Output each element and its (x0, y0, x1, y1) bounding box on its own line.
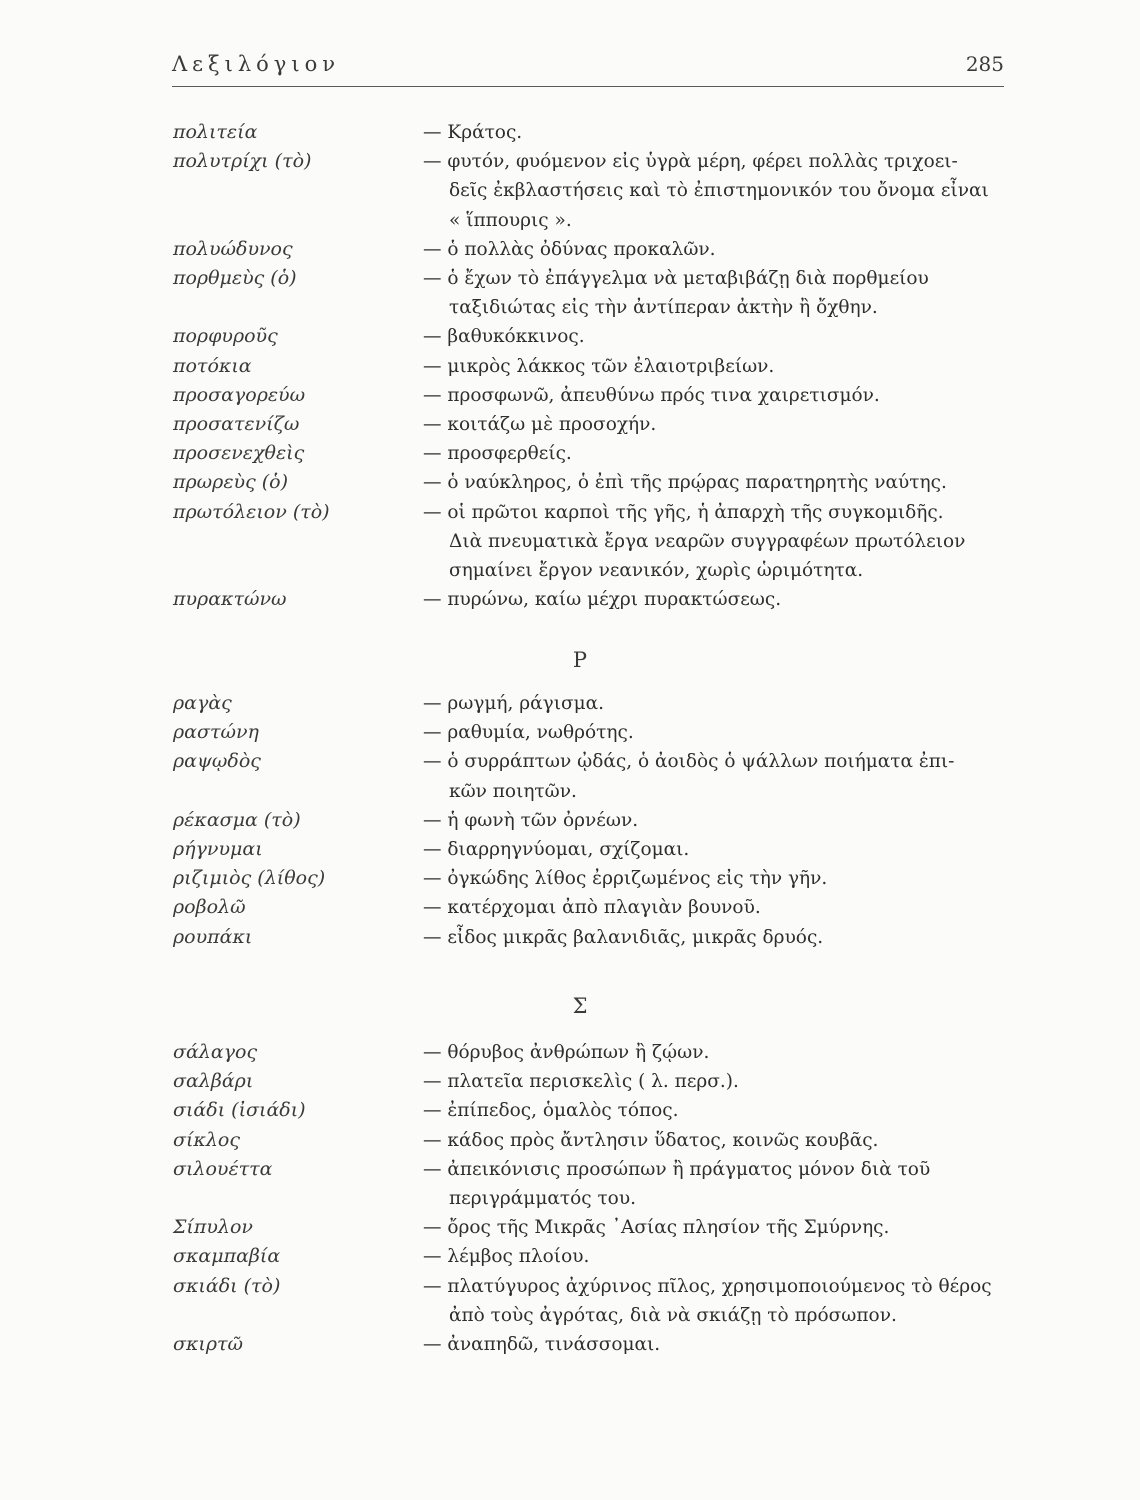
entry-term: πρωτόλειον (τὸ) (173, 500, 330, 523)
definition-line: κῶν ποιητῶν. (449, 780, 577, 802)
glossary-entry (0, 1038, 1140, 1067)
entry-definition (423, 468, 998, 497)
glossary-entry (0, 835, 1140, 864)
entry-definition (423, 147, 998, 235)
definition-line: περιγράμματός του. (449, 1188, 636, 1210)
glossary-entry (0, 498, 1140, 586)
glossary-entry (0, 689, 1140, 718)
definition-line: — ὀγκώδης λίθος ἐρριζωμένος εἰς τὴν γῆν. (423, 868, 828, 890)
glossary-entry (0, 585, 1140, 614)
glossary-entry (0, 1330, 1140, 1359)
glossary-entry (0, 747, 1140, 805)
entry-definition (423, 718, 998, 747)
running-head-title: Λεξιλόγιον (172, 52, 340, 76)
entry-term: προσενεχθεὶς (173, 442, 305, 465)
entry-term: σκιάδι (τὸ) (173, 1274, 281, 1297)
glossary-entry (0, 439, 1140, 468)
definition-line: — προσφερθείς. (423, 443, 572, 465)
entry-definition (423, 747, 998, 805)
glossary-entry (0, 264, 1140, 322)
definition-line: — ραθυμία, νωθρότης. (423, 722, 634, 744)
definition-line: — μικρὸς λάκκος τῶν ἐλαιοτριβείων. (423, 355, 775, 377)
definition-line: — ὁ πολλὰς ὀδύνας προκαλῶν. (423, 238, 716, 260)
glossary-entry (0, 1272, 1140, 1330)
entry-definition (423, 585, 998, 614)
definition-line: Διὰ πνευματικὰ ἔργα νεαρῶν συγγραφέων πρωτόλειον (449, 530, 966, 552)
definition-line: σημαίνει ἔργον νεανικόν, χωρὶς ὡριμότητα. (449, 560, 864, 582)
entry-term: Σίπυλον (173, 1216, 253, 1239)
entry-definition (423, 439, 998, 468)
entry-term: ραψῳδὸς (173, 750, 261, 773)
glossary-entry (0, 923, 1140, 952)
entry-definition (423, 410, 998, 439)
definition-line: — εἶδος μικρᾶς βαλανιδιᾶς, μικρᾶς δρυός. (423, 926, 824, 948)
entry-term: ρήγνυμαι (173, 838, 263, 861)
definition-line: — κάδος πρὸς ἄντλησιν ὕδατος, κοινῶς κουβᾶς. (423, 1129, 879, 1151)
entry-term: πολιτεία (173, 121, 258, 143)
entry-term: ποτόκια (173, 354, 252, 377)
entry-definition (423, 322, 998, 351)
entry-definition (423, 835, 998, 864)
glossary-entry (0, 410, 1140, 439)
glossary-entry (0, 322, 1140, 351)
entry-term: ραγὰς (173, 692, 232, 714)
entry-term: πορθμεὺς (ὁ) (173, 267, 297, 290)
glossary-entry (0, 1242, 1140, 1271)
definition-line: ταξιδιώτας εἰς τὴν ἀντίπεραν ἀκτὴν ἢ ὄχθην. (449, 297, 878, 319)
entry-definition (423, 1213, 998, 1242)
glossary-entry (0, 1126, 1140, 1155)
entry-term: προσατενίζω (173, 413, 300, 436)
entry-term: πολυώδυνος (173, 237, 293, 260)
glossary-entry (0, 118, 1140, 147)
glossary-entry (0, 718, 1140, 747)
entry-term: σίκλος (173, 1128, 241, 1151)
glossary-entry (0, 1155, 1140, 1213)
definition-line: δεῖς ἐκβλαστήσεις καὶ τὸ ἐπιστημονικόν του ὄνομα εἶναι (449, 180, 989, 202)
entry-definition (423, 1038, 998, 1067)
entry-term: ρουπάκι (173, 925, 253, 948)
entry-definition (423, 1272, 998, 1330)
entry-term: σιλουέττα (173, 1157, 273, 1180)
definition-line: — ἀναπηδῶ, τινάσσομαι. (423, 1334, 661, 1356)
entry-definition (423, 923, 998, 952)
section-letter-sigma: Σ (572, 994, 588, 1018)
definition-line: — ὁ ναύκληρος, ὁ ἐπὶ τῆς πρῴρας παρατηρητὴς ναύτης. (423, 472, 947, 494)
entry-definition (423, 1330, 998, 1359)
entry-definition (423, 118, 998, 147)
definition-line: — διαρρηγνύομαι, σχίζομαι. (423, 839, 690, 861)
definition-line: — βαθυκόκκινος. (423, 326, 585, 348)
entry-term: ριζιμιὸς (λίθος) (173, 867, 326, 890)
glossary-entry (0, 1096, 1140, 1125)
entry-term: πρωρεὺς (ὁ) (173, 471, 289, 494)
glossary-section-pi (0, 118, 1140, 614)
definition-line: — λέμβος πλοίου. (423, 1246, 590, 1268)
definition-line: — ὁ ἔχων τὸ ἐπάγγελμα νὰ μεταβιβάζῃ διὰ πορθμείου (423, 268, 929, 290)
entry-definition (423, 893, 998, 922)
definition-line: — ἐπίπεδος, ὁμαλὸς τόπος. (423, 1100, 679, 1122)
entry-definition (423, 806, 998, 835)
entry-term: προσαγορεύω (173, 383, 306, 406)
entry-term: σαλβάρι (173, 1070, 254, 1093)
entry-term: πολυτρίχι (τὸ) (173, 150, 312, 173)
entry-term: ροβολῶ (173, 896, 246, 919)
entry-term: σιάδι (ἰσιάδι) (173, 1099, 306, 1122)
definition-line: — φυτόν, φυόμενον εἰς ὑγρὰ μέρη, φέρει πολλὰς τριχοει- (423, 151, 958, 173)
entry-definition (423, 1155, 998, 1213)
definition-line: — πλατεῖα περισκελὶς ( λ. περσ.). (423, 1071, 739, 1093)
entry-definition (423, 864, 998, 893)
definition-line: — προσφωνῶ, ἀπευθύνω πρός τινα χαιρετισμόν. (423, 384, 880, 406)
definition-line: — ἡ φωνὴ τῶν ὀρνέων. (423, 809, 639, 831)
entry-term: σκιρτῶ (173, 1333, 244, 1356)
definition-line: — πλατύγυρος ἀχύρινος πῖλος, χρησιμοποιούμενος τὸ θέρος (423, 1275, 992, 1297)
definition-line: « ἵππουρις ». (449, 209, 572, 231)
definition-line: ἀπὸ τοὺς ἀγρότας, διὰ νὰ σκιάζῃ τὸ πρόσωπον. (449, 1304, 897, 1326)
definition-line: — ἀπεικόνισις προσώπων ἢ πράγματος μόνον διὰ τοῦ (423, 1158, 931, 1180)
entry-definition (423, 381, 998, 410)
definition-line: — ὄρος τῆς Μικρᾶς ᾿Ασίας πλησίον τῆς Σμύρνης. (423, 1217, 890, 1239)
entry-definition (423, 352, 998, 381)
glossary-entry (0, 893, 1140, 922)
definition-line: — ρωγμή, ράγισμα. (423, 693, 604, 714)
entry-definition (423, 1096, 998, 1125)
entry-term: ρέκασμα (τὸ) (173, 808, 301, 831)
glossary-section-rho (0, 689, 1140, 952)
header-rule (172, 86, 1004, 87)
definition-line: — θόρυβος ἀνθρώπων ἢ ζῴων. (423, 1042, 710, 1063)
glossary-entry (0, 381, 1140, 410)
entry-term: σάλαγος (173, 1041, 258, 1063)
entry-definition (423, 235, 998, 264)
entry-term: πορφυροῦς (173, 325, 278, 348)
glossary-entry (0, 806, 1140, 835)
definition-line: — κατέρχομαι ἀπὸ πλαγιὰν βουνοῦ. (423, 897, 761, 919)
glossary-entry (0, 235, 1140, 264)
definition-line: — οἱ πρῶτοι καρποὶ τῆς γῆς, ἡ ἀπαρχὴ τῆς συγκομιδῆς. (423, 501, 944, 523)
entry-definition (423, 1126, 998, 1155)
section-letter-rho: Ρ (572, 648, 588, 672)
glossary-section-sigma (0, 1038, 1140, 1359)
glossary-entry (0, 864, 1140, 893)
definition-line: — ὁ συρράπτων ᾠδάς, ὁ ἀοιδὸς ὁ ψάλλων ποιήματα ἐπι- (423, 751, 955, 773)
entry-definition (423, 1242, 998, 1271)
definition-line: — κοιτάζω μὲ προσοχήν. (423, 414, 657, 436)
entry-definition (423, 498, 998, 586)
entry-definition (423, 264, 998, 322)
glossary-entry (0, 352, 1140, 381)
entry-term: σκαμπαβία (173, 1245, 281, 1268)
glossary-entry (0, 1067, 1140, 1096)
page-header (172, 52, 1004, 88)
entry-definition (423, 689, 998, 718)
entry-definition (423, 1067, 998, 1096)
definition-line: — Κράτος. (423, 122, 523, 143)
entry-term: πυρακτώνω (173, 588, 287, 611)
glossary-entry (0, 1213, 1140, 1242)
entry-term: ραστώνη (173, 721, 259, 744)
glossary-entry (0, 468, 1140, 497)
glossary-entry (0, 147, 1140, 235)
page-number: 285 (965, 52, 1004, 76)
definition-line: — πυρώνω, καίω μέχρι πυρακτώσεως. (423, 589, 782, 611)
